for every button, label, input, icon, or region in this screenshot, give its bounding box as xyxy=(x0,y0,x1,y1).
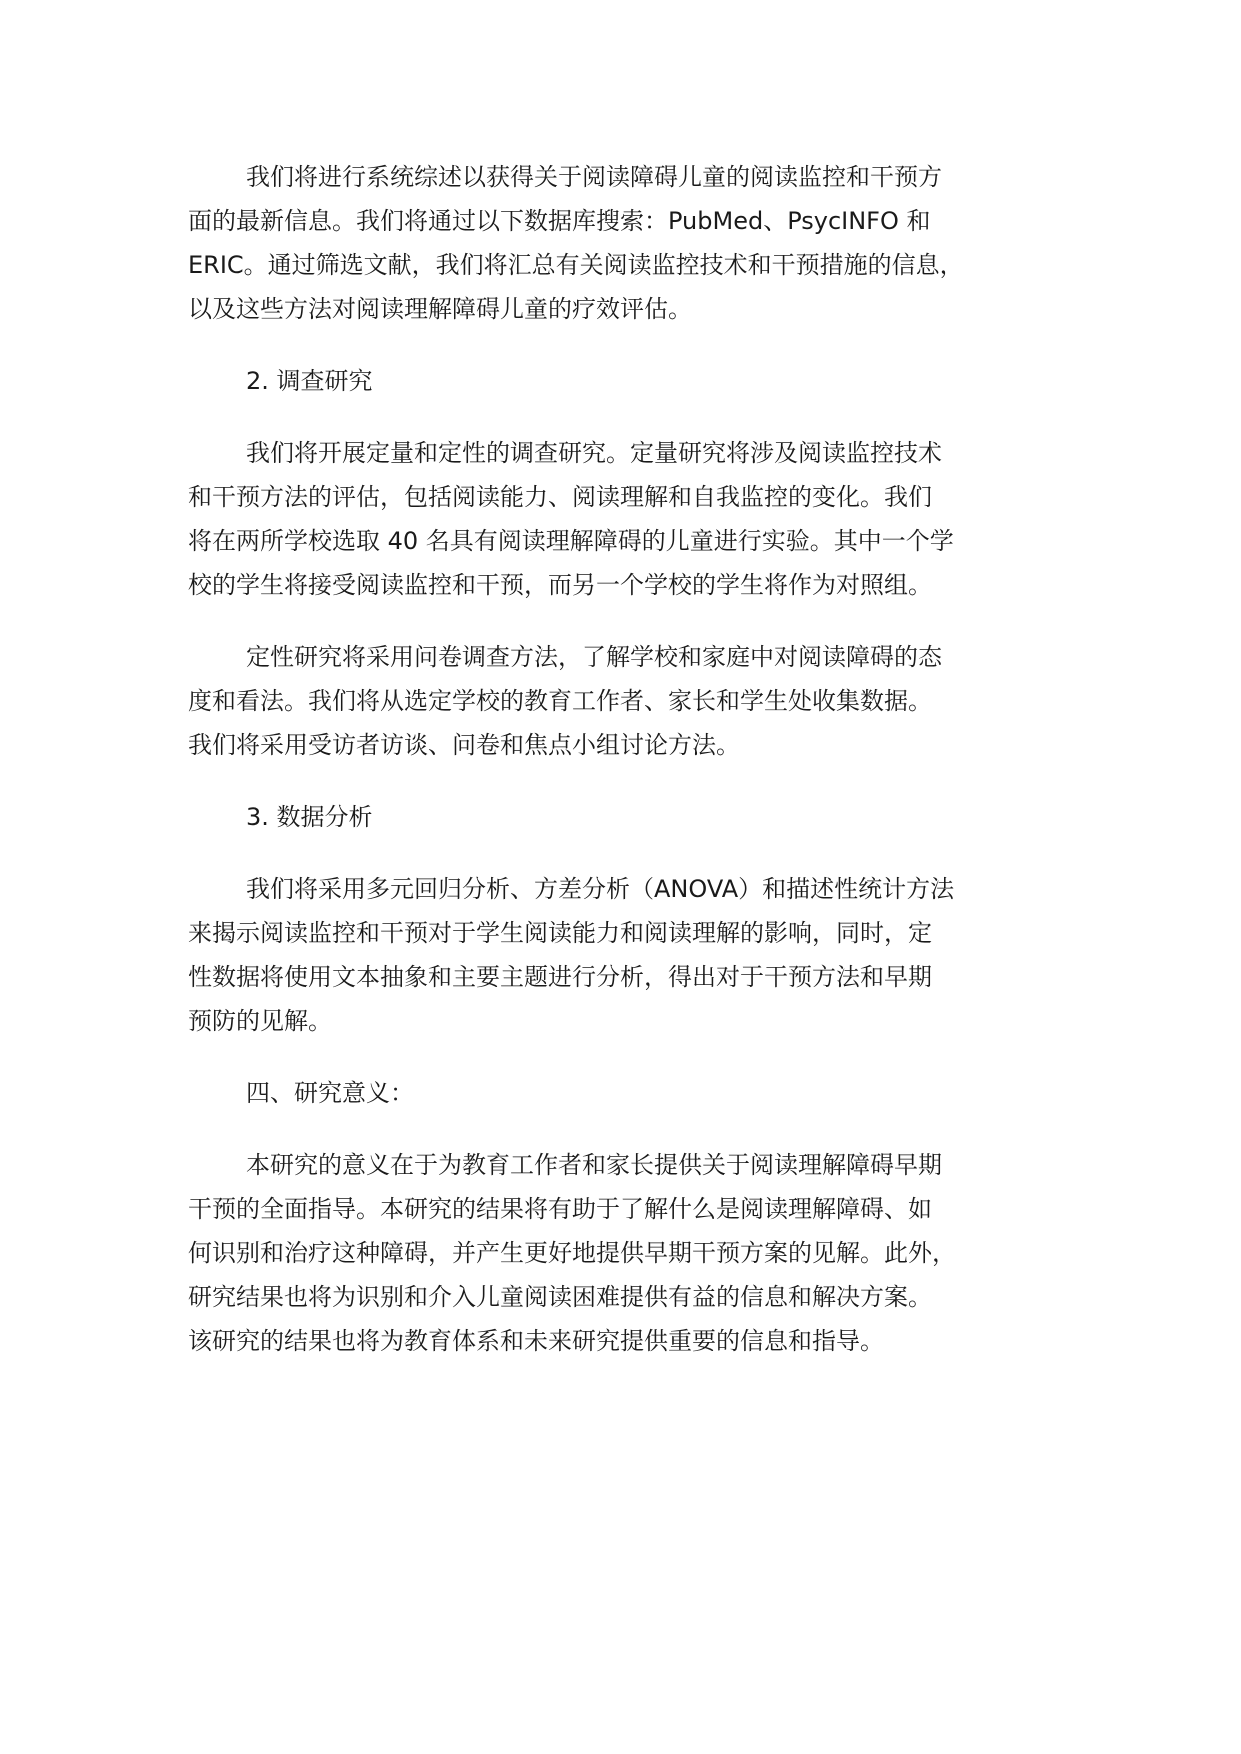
section-heading-data-analysis: 3. 数据分析 xyxy=(246,803,373,831)
document-body xyxy=(188,155,1088,1391)
text-line: 我们将开展定量和定性的调查研究。定量研究将涉及阅读监控技术 xyxy=(246,439,942,467)
paragraph-systematic-review xyxy=(188,155,1088,331)
text-line: 该研究的结果也将为教育体系和未来研究提供重要的信息和指导。 xyxy=(188,1327,884,1355)
text-line: 预防的见解。 xyxy=(188,1007,332,1035)
text-line: 面的最新信息。我们将通过以下数据库搜索：PubMed、PsycINFO 和 xyxy=(188,207,931,235)
text-line: 干预的全面指导。本研究的结果将有助于了解什么是阅读理解障碍、如 xyxy=(188,1195,932,1223)
paragraph-significance xyxy=(188,1143,1088,1363)
paragraph-data-analysis xyxy=(188,867,1088,1043)
text-line: 和干预方法的评估，包括阅读能力、阅读理解和自我监控的变化。我们 xyxy=(188,483,932,511)
section-heading-significance: 四、研究意义： xyxy=(246,1079,414,1107)
text-line: 度和看法。我们将从选定学校的教育工作者、家长和学生处收集数据。 xyxy=(188,687,932,715)
text-line: 我们将采用多元回归分析、方差分析（ANOVA）和描述性统计方法 xyxy=(246,875,955,903)
section-heading-survey: 2. 调查研究 xyxy=(246,367,373,395)
text-line: 以及这些方法对阅读理解障碍儿童的疗效评估。 xyxy=(188,295,692,323)
text-line: 来揭示阅读监控和干预对于学生阅读能力和阅读理解的影响，同时，定 xyxy=(188,919,932,947)
text-line: 校的学生将接受阅读监控和干预，而另一个学校的学生将作为对照组。 xyxy=(188,571,932,599)
text-line: 何识别和治疗这种障碍，并产生更好地提供早期干预方案的见解。此外， xyxy=(188,1239,956,1267)
paragraph-quantitative xyxy=(188,431,1088,607)
text-line: 定性研究将采用问卷调查方法，了解学校和家庭中对阅读障碍的态 xyxy=(246,643,942,671)
text-line: 我们将进行系统综述以获得关于阅读障碍儿童的阅读监控和干预方 xyxy=(246,163,942,191)
text-line: ERIC。通过筛选文献，我们将汇总有关阅读监控技术和干预措施的信息， xyxy=(188,251,964,279)
text-line: 性数据将使用文本抽象和主要主题进行分析，得出对于干预方法和早期 xyxy=(188,963,932,991)
text-line: 本研究的意义在于为教育工作者和家长提供关于阅读理解障碍早期 xyxy=(246,1151,942,1179)
text-line: 研究结果也将为识别和介入儿童阅读困难提供有益的信息和解决方案。 xyxy=(188,1283,932,1311)
paragraph-qualitative xyxy=(188,635,1088,767)
text-line: 将在两所学校选取 40 名具有阅读理解障碍的儿童进行实验。其中一个学 xyxy=(188,527,954,555)
text-line: 我们将采用受访者访谈、问卷和焦点小组讨论方法。 xyxy=(188,731,740,759)
